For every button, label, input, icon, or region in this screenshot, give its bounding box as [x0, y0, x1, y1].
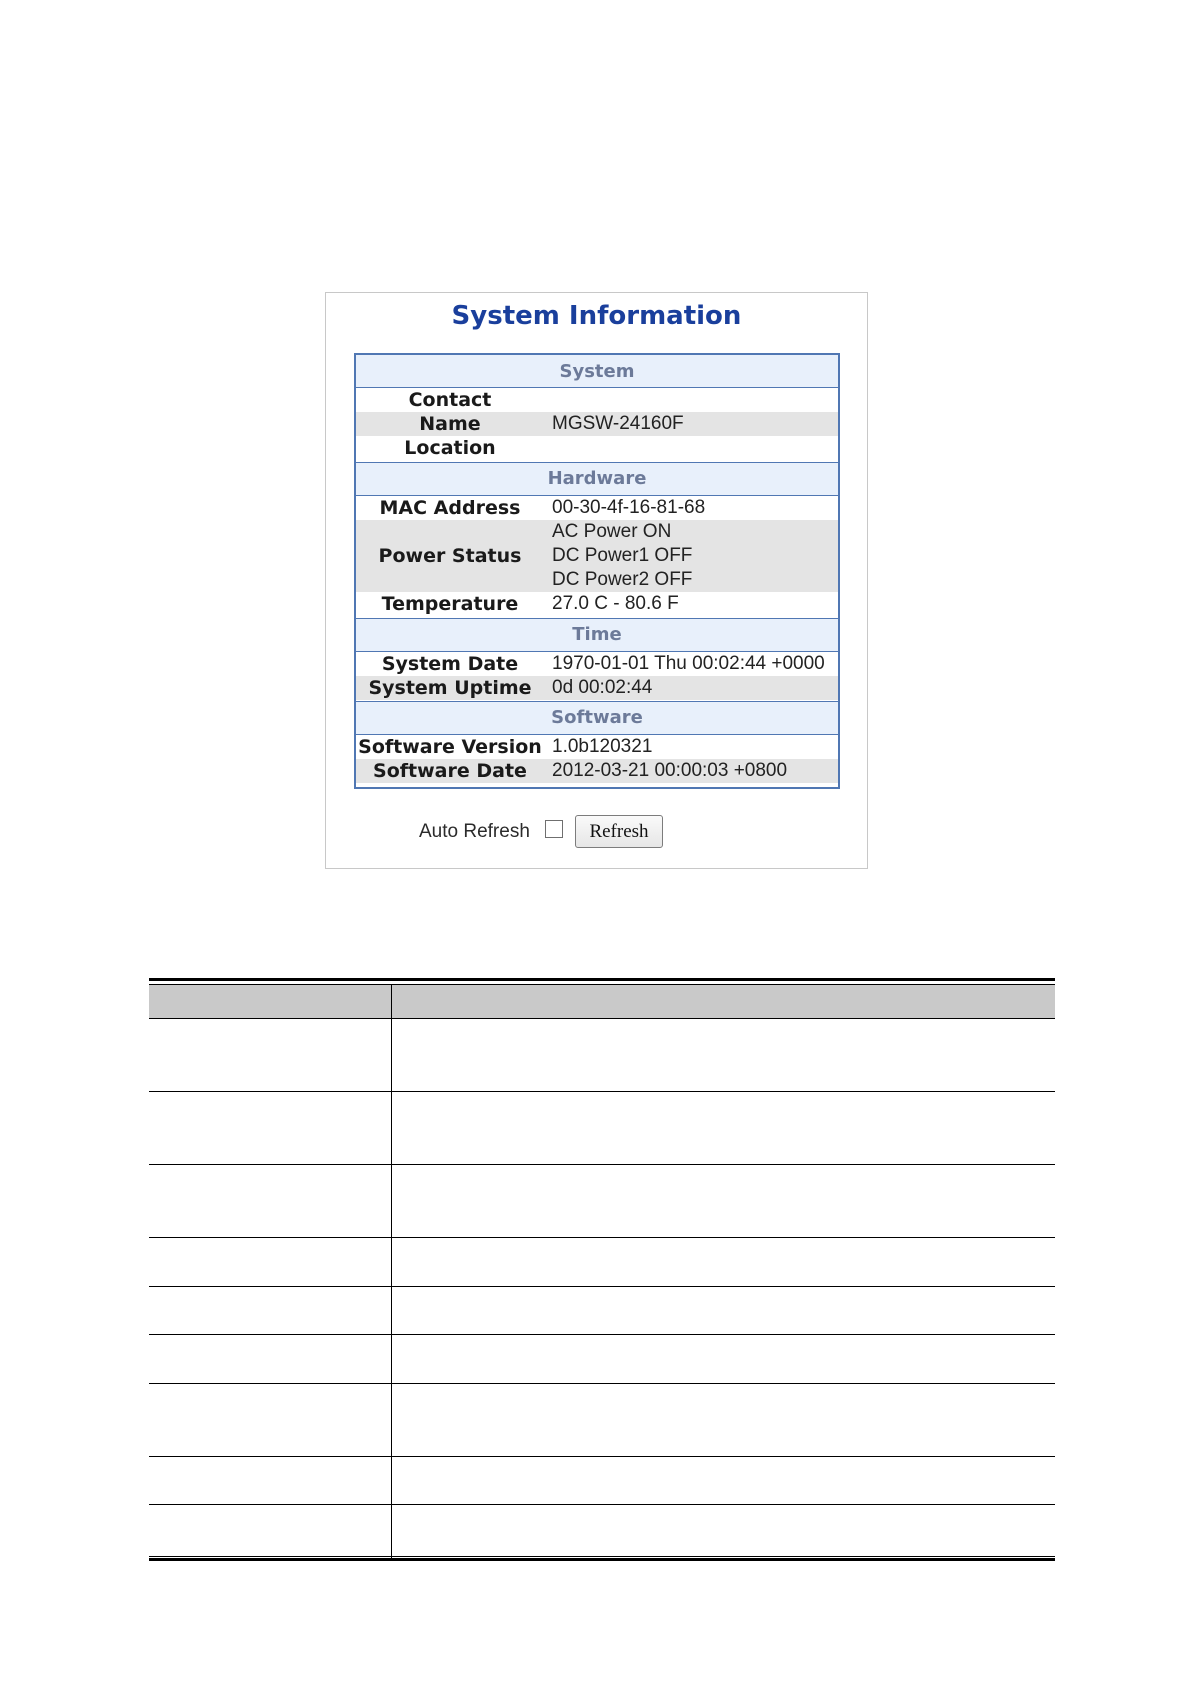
- auto-refresh-label: Auto Refresh: [419, 821, 530, 842]
- table-row: [149, 1238, 1055, 1287]
- section-header-system: System: [356, 355, 838, 388]
- power-value-dc1: DC Power1 OFF: [552, 545, 693, 566]
- table-row-name: [356, 412, 838, 436]
- contact-label: Contact: [408, 389, 492, 411]
- table-row-contact: [356, 388, 838, 412]
- table-row-power-status: [356, 520, 838, 592]
- table-row-mac: [356, 496, 838, 520]
- temperature-value: 27.0 C - 80.6 F: [552, 593, 679, 614]
- table-row: [149, 1505, 1055, 1554]
- power-value-dc2: DC Power2 OFF: [552, 569, 693, 590]
- mac-address-value: 00-30-4f-16-81-68: [552, 497, 706, 518]
- auto-refresh-checkbox[interactable]: [545, 820, 563, 838]
- table-row-software-version: [356, 735, 838, 759]
- name-value: MGSW-24160F: [552, 413, 684, 434]
- system-info-table: [354, 353, 840, 789]
- column-divider: [391, 985, 392, 1558]
- table-row-system-uptime: [356, 676, 838, 700]
- name-label: Name: [419, 413, 481, 435]
- table-row: [149, 1019, 1055, 1092]
- section-header-time: Time: [356, 618, 838, 652]
- table-row: [149, 1384, 1055, 1457]
- table-row-temperature: [356, 592, 838, 616]
- software-version-label: Software Version: [358, 736, 542, 758]
- refresh-button[interactable]: Refresh: [575, 815, 663, 848]
- section-header-hardware: Hardware: [356, 462, 838, 496]
- panel-title: System Information: [451, 301, 742, 331]
- power-value-ac: AC Power ON: [552, 521, 672, 542]
- temperature-label: Temperature: [381, 593, 519, 615]
- table-row: [149, 1335, 1055, 1384]
- table-row-system-date: [356, 652, 838, 676]
- table-row-location: [356, 436, 838, 460]
- table-row: [149, 1165, 1055, 1238]
- section-header-software: Software: [356, 701, 838, 735]
- system-date-value: 1970-01-01 Thu 00:02:44 +0000: [552, 653, 825, 674]
- table-bottom-rule: [149, 1556, 1055, 1561]
- system-uptime-label: System Uptime: [368, 677, 532, 699]
- mac-address-label: MAC Address: [379, 497, 521, 519]
- table-header-row: [149, 985, 1055, 1019]
- system-date-label: System Date: [381, 653, 519, 675]
- table-top-rule: [149, 978, 1055, 985]
- table-row-software-date: [356, 759, 838, 783]
- system-information-panel: [325, 292, 868, 869]
- table-row: [149, 1287, 1055, 1335]
- software-version-value: 1.0b120321: [552, 736, 653, 757]
- system-uptime-value: 0d 00:02:44: [552, 677, 653, 698]
- table-row: [149, 1457, 1055, 1505]
- location-label: Location: [404, 437, 496, 459]
- power-status-label: Power Status: [378, 545, 522, 567]
- table-row: [149, 1092, 1055, 1165]
- software-date-label: Software Date: [373, 760, 527, 782]
- software-date-value: 2012-03-21 00:00:03 +0800: [552, 760, 788, 781]
